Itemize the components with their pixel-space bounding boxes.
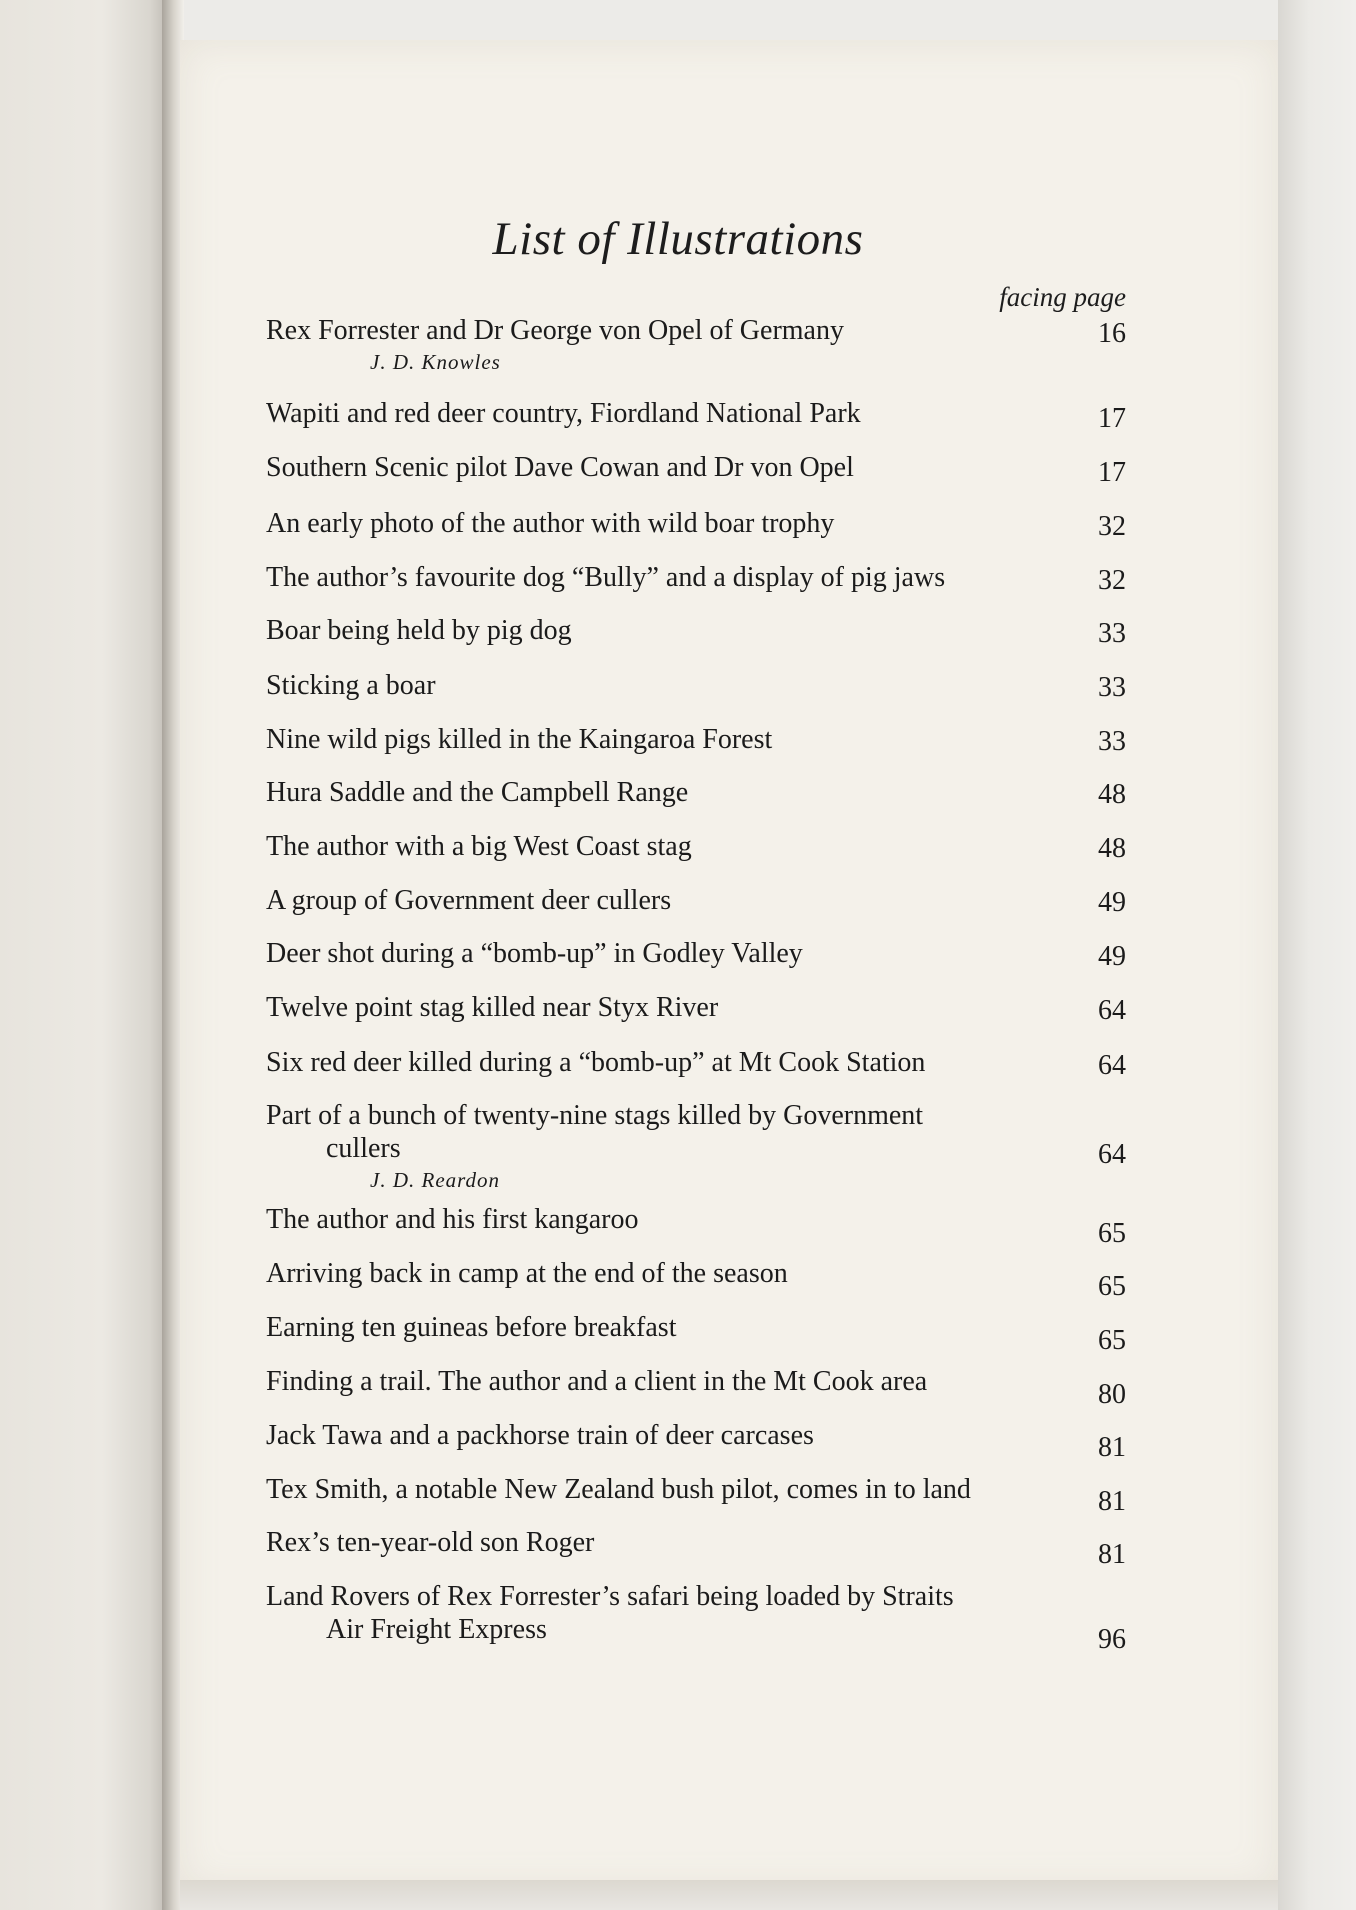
entry-caption: Sticking a boar (266, 670, 436, 701)
illustration-entry (266, 669, 1126, 702)
facing-page-label: facing page (999, 282, 1126, 312)
illustration-entry (266, 723, 1126, 756)
entry-page-number: 49 (1098, 887, 1126, 918)
entry-page-number: 65 (1098, 1218, 1126, 1249)
illustration-entry (266, 1419, 1126, 1452)
entry-page-number: 65 (1098, 1325, 1126, 1356)
background-surface (1278, 0, 1356, 1910)
illustration-entry (266, 884, 1126, 917)
entry-caption-continued: cullers (326, 1133, 401, 1164)
entry-caption: Part of a bunch of twenty-nine stags killed by Government (266, 1100, 924, 1131)
illustration-entry (266, 397, 1126, 430)
page-bottom-edge (180, 1880, 1278, 1910)
entry-caption: Six red deer killed during a “bomb-up” at Mt Cook Station (266, 1047, 926, 1078)
entry-caption: Hura Saddle and the Campbell Range (266, 777, 689, 808)
entry-page-number: 33 (1098, 618, 1126, 649)
left-page-edge (0, 0, 170, 1910)
entry-page-number: 32 (1098, 511, 1126, 542)
entry-caption: Rex’s ten-year-old son Roger (266, 1527, 595, 1558)
entry-caption: Arriving back in camp at the end of the season (266, 1258, 788, 1289)
entry-caption: Earning ten guineas before breakfast (266, 1312, 677, 1343)
illustration-entry (266, 1311, 1126, 1344)
entry-caption: Land Rovers of Rex Forrester’s safari being loaded by Straits (266, 1581, 954, 1612)
entry-page-number: 33 (1098, 672, 1126, 703)
entry-page-number: 49 (1098, 941, 1126, 972)
illustration-entry (266, 561, 1126, 594)
photo-credit: J. D. Knowles (370, 350, 501, 374)
entry-page-number: 81 (1098, 1432, 1126, 1463)
illustration-entry (266, 1046, 1126, 1079)
entry-caption: Nine wild pigs killed in the Kaingaroa Forest (266, 724, 773, 755)
illustration-entry (266, 1473, 1126, 1506)
entry-page-number: 81 (1098, 1486, 1126, 1517)
illustration-entry (266, 1203, 1126, 1236)
entry-page-number: 48 (1098, 779, 1126, 810)
entry-caption: Wapiti and red deer country, Fiordland National Park (266, 398, 861, 429)
illustration-entry (266, 991, 1126, 1024)
entry-caption-continued: Air Freight Express (326, 1614, 547, 1645)
entry-page-number: 64 (1098, 1050, 1126, 1081)
entry-page-number: 33 (1098, 726, 1126, 757)
entry-caption: Tex Smith, a notable New Zealand bush pilot, comes in to land (266, 1474, 971, 1505)
entry-page-number: 17 (1098, 457, 1126, 488)
entry-caption: An early photo of the author with wild boar trophy (266, 508, 835, 539)
illustration-entry (266, 1099, 1126, 1193)
illustration-entry (266, 1580, 1126, 1646)
illustration-entry (266, 451, 1126, 484)
illustration-entry (266, 507, 1126, 540)
illustration-entry (266, 776, 1126, 809)
entry-page-number: 17 (1098, 403, 1126, 434)
illustration-entry (266, 1257, 1126, 1290)
page-title: List of Illustrations (492, 213, 864, 265)
entry-caption: The author with a big West Coast stag (266, 831, 692, 862)
illustration-entry (266, 937, 1126, 970)
entry-page-number: 81 (1098, 1539, 1126, 1570)
entry-caption: Jack Tawa and a packhorse train of deer carcases (266, 1420, 814, 1451)
illustration-entry (266, 1526, 1126, 1559)
entry-caption: Twelve point stag killed near Styx River (266, 992, 719, 1023)
illustration-entry (266, 314, 1126, 375)
entry-caption: A group of Government deer cullers (266, 885, 672, 916)
entry-caption: Finding a trail. The author and a client in the Mt Cook area (266, 1366, 928, 1397)
entry-page-number: 96 (1098, 1624, 1126, 1655)
illustration-entry (266, 830, 1126, 863)
entry-page-number: 80 (1098, 1379, 1126, 1410)
entry-caption: Rex Forrester and Dr George von Opel of Germany (266, 315, 844, 346)
entry-page-number: 32 (1098, 565, 1126, 596)
entry-page-number: 64 (1098, 995, 1126, 1026)
entry-caption: The author’s favourite dog “Bully” and a display of pig jaws (266, 562, 946, 593)
entry-caption: Deer shot during a “bomb-up” in Godley Valley (266, 938, 803, 969)
entry-caption: Boar being held by pig dog (266, 615, 572, 646)
illustration-entry (266, 1365, 1126, 1398)
entry-caption: The author and his first kangaroo (266, 1204, 639, 1235)
entry-page-number: 64 (1098, 1139, 1126, 1170)
entry-page-number: 48 (1098, 833, 1126, 864)
entry-page-number: 65 (1098, 1271, 1126, 1302)
entry-caption: Southern Scenic pilot Dave Cowan and Dr von Opel (266, 452, 854, 483)
photo-credit: J. D. Reardon (370, 1168, 501, 1192)
illustration-entry (266, 614, 1126, 647)
entry-page-number: 16 (1098, 318, 1126, 349)
